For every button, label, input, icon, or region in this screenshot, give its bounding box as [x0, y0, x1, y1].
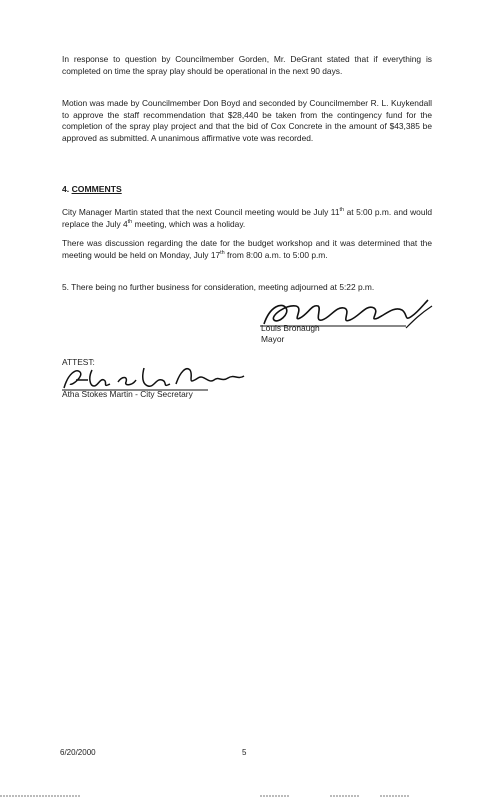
scan-artifact [0, 792, 490, 800]
ordinal-suffix: th [339, 207, 345, 214]
secretary-name: Atha Stokes Martin - City Secretary [62, 389, 193, 399]
ordinal-suffix: th [220, 249, 225, 256]
ordinal-suffix: th [127, 218, 133, 225]
paragraph-motion: Motion was made by Councilmember Don Boyd and seconded by Councilmember R. L. Kuykendall to approve the staff recommendation that $28,440 be taken from the contingency fund for the completion of the spray play project and that the bid of Cox Concrete in the amount of $43,385 be approved as submitted. A unanimous affirmative vote was recorded. [62, 98, 432, 143]
footer-page-number: 5 [242, 748, 247, 757]
mayor-block [261, 323, 320, 345]
paragraph-spray-play-question: In response to question by Councilmember Gorden, Mr. DeGrant stated that if everything is completed on time the spray play should be operational in the next 90 days. [62, 54, 432, 76]
mayor-title: Mayor [261, 334, 285, 344]
section-heading-comments [62, 184, 122, 194]
section-title: COMMENTS [71, 184, 122, 194]
attest-label: ATTEST: [62, 357, 95, 367]
paragraph-next-meeting-text-c: meeting, which was a holiday. [132, 218, 246, 229]
paragraph-adjournment: 5. There being no further business for consideration, meeting adjourned at 5:22 p.m. [62, 282, 375, 292]
section-number: 4. [62, 184, 70, 194]
footer-date: 6/20/2000 [60, 748, 96, 757]
paragraph-budget-workshop [62, 238, 432, 261]
paragraph-budget-text-b: from 8:00 a.m. to 5:00 p.m. [224, 249, 328, 260]
paragraph-next-meeting [62, 207, 432, 230]
mayor-name: Louis Bronaugh [261, 323, 320, 333]
paragraph-next-meeting-text-b: at 5:00 p.m. and would replace the July 4 [62, 207, 433, 229]
paragraph-budget-text-a: There was discussion regarding the date for the budget workshop and it was determined that the meeting would be held on Monday, July 17 [62, 238, 432, 260]
paragraph-next-meeting-text-a: City Manager Martin stated that the next Council meeting would be July 11 [62, 207, 340, 217]
